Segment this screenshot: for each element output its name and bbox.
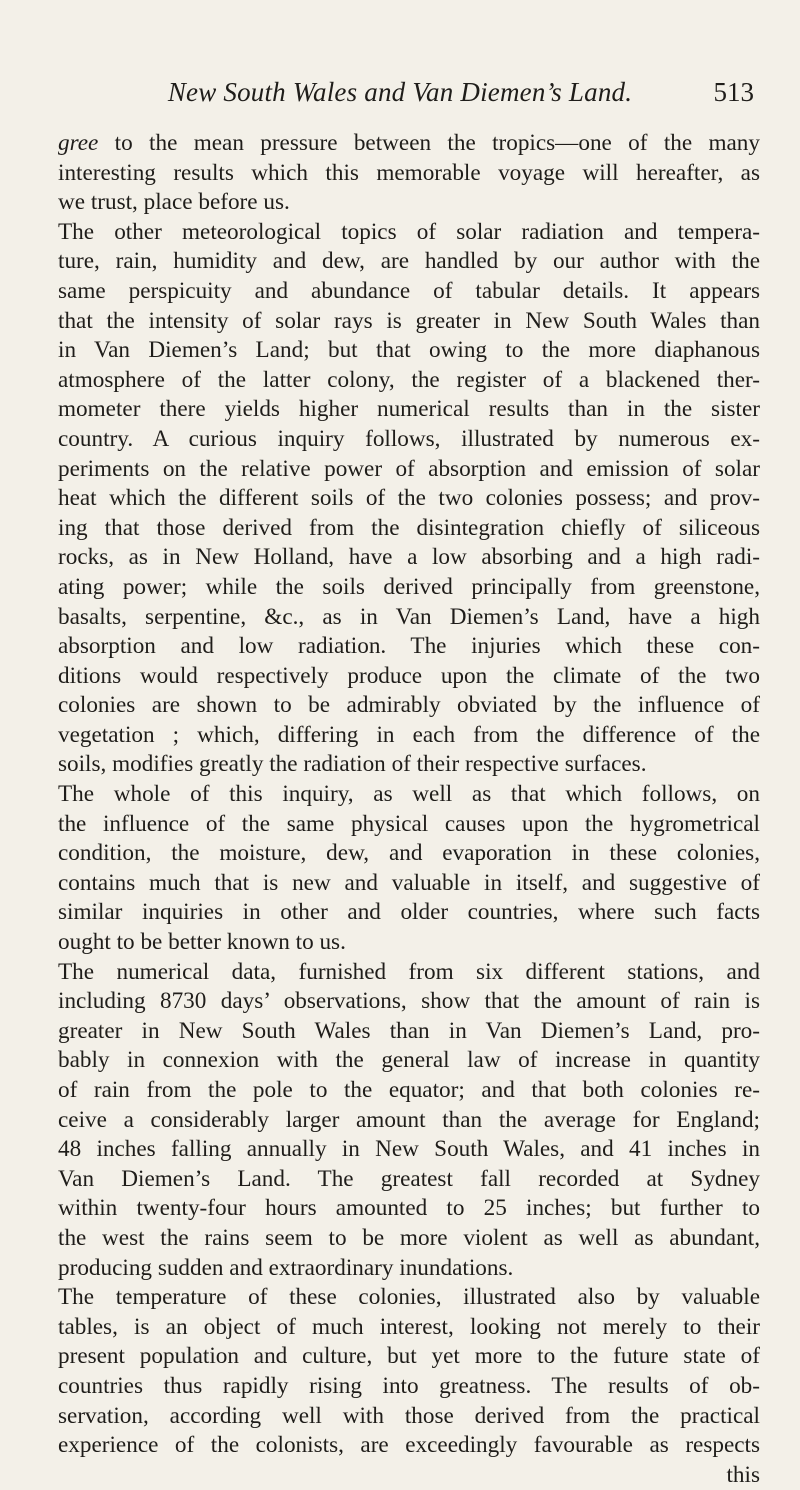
text-line [58,129,760,159]
text-line: soils, modifies greatly the radiation of their respective surfaces. [58,751,647,778]
text-line: heat which the different soils of the two colonies possess; and prov- [58,485,760,512]
running-head [0,74,800,110]
text-line: same perspicuity and abundance of tabular details. It appears [58,277,760,304]
text-line: including 8730 days’ observations, show that the amount of rain is [58,988,760,1015]
text-line: we trust, place before us. [58,189,290,216]
text-line: in Van Diemen’s Land; but that owing to the more diaphanous [58,337,760,364]
text-line: that the intensity of solar rays is greater in New South Wales than [58,307,760,334]
text-line: absorption and low radiation. The injuries which these con- [58,633,760,660]
text-line: of rain from the pole to the equator; and that both colonies re- [58,1077,760,1103]
text-line: condition, the moisture, dew, and evaporation in these colonies, [58,840,760,867]
text-line: periments on the relative power of absorption and emission of solar [58,455,760,482]
text-fragment: to the mean pressure between the tropics—one of the many [98,130,760,156]
catchword: this [726,1461,760,1488]
text-line: servation, according well with those derived from the practical [58,1402,760,1429]
text-line: experience of the colonists, are exceedingly favourable as respects [58,1432,760,1459]
text-line: interesting results which this memorable voyage will hereafter, as [58,159,760,186]
text-line: the influence of the same physical causes upon the hygrometrical [58,810,760,837]
text-line: within twenty-four hours amounted to 25 inches; but further to [58,1195,760,1222]
text-line: ture, rain, humidity and dew, are handled by our author with the [58,248,760,275]
text-line: vegetation ; which, differing in each from the difference of the [58,721,760,748]
text-line: country. A curious inquiry follows, illustrated by numerous ex- [58,425,760,452]
text-line: the west the rains seem to be more violent as well as abundant, [58,1224,760,1251]
text-line: producing sudden and extraordinary inundations. [58,1254,514,1281]
page-number: 513 [713,77,754,107]
text-line: ditions would respectively produce upon the climate of the two [58,662,760,689]
running-title: New South Wales and Van Diemen’s Land. [167,77,633,107]
text-line: greater in New South Wales than in Van Diemen’s Land, pro- [58,1017,760,1044]
text-line: colonies are shown to be admirably obviated by the influence of [58,692,760,719]
text-line: The numerical data, furnished from six different stations, and [58,958,760,985]
body-text [58,129,760,1490]
text-line: present population and culture, but yet more to the future state of [58,1343,760,1370]
text-line: tables, is an object of much interest, looking not merely to their [58,1313,760,1340]
text-line: The temperature of these colonies, illustrated also by valuable [58,1284,760,1311]
text-line: 48 inches falling annually in New South Wales, and 41 inches in [58,1136,760,1163]
text-line: similar inquiries in other and older countries, where such facts [58,899,760,926]
text-line: rocks, as in New Holland, have a low absorbing and a high radi- [58,544,760,571]
text-line: basalts, serpentine, &c., as in Van Diemen’s Land, have a high [58,603,760,630]
text-line: ceive a considerably larger amount than the average for England; [58,1106,760,1133]
text-line: contains much that is new and valuable in itself, and suggestive of [58,869,760,896]
text-line: countries thus rapidly rising into greatness. The results of ob- [58,1372,760,1399]
text-line: mometer there yields higher numerical results than in the sister [58,396,760,423]
text-line: bably in connexion with the general law of increase in quantity [58,1047,760,1074]
text-line: Van Diemen’s Land. The greatest fall recorded at Sydney [58,1165,760,1192]
text-line: The whole of this inquiry, as well as that which follows, on [58,781,760,808]
text-line: ing that those derived from the disintegration chiefly of siliceous [58,514,760,541]
text-line: atmosphere of the latter colony, the register of a blackened ther- [58,366,760,393]
text-fragment-italic: gree [58,130,99,156]
text-line: The other meteorological topics of solar radiation and tempera- [58,218,760,245]
text-line: ought to be better known to us. [58,929,346,956]
text-line: ating power; while the soils derived principally from greenstone, [58,573,760,600]
